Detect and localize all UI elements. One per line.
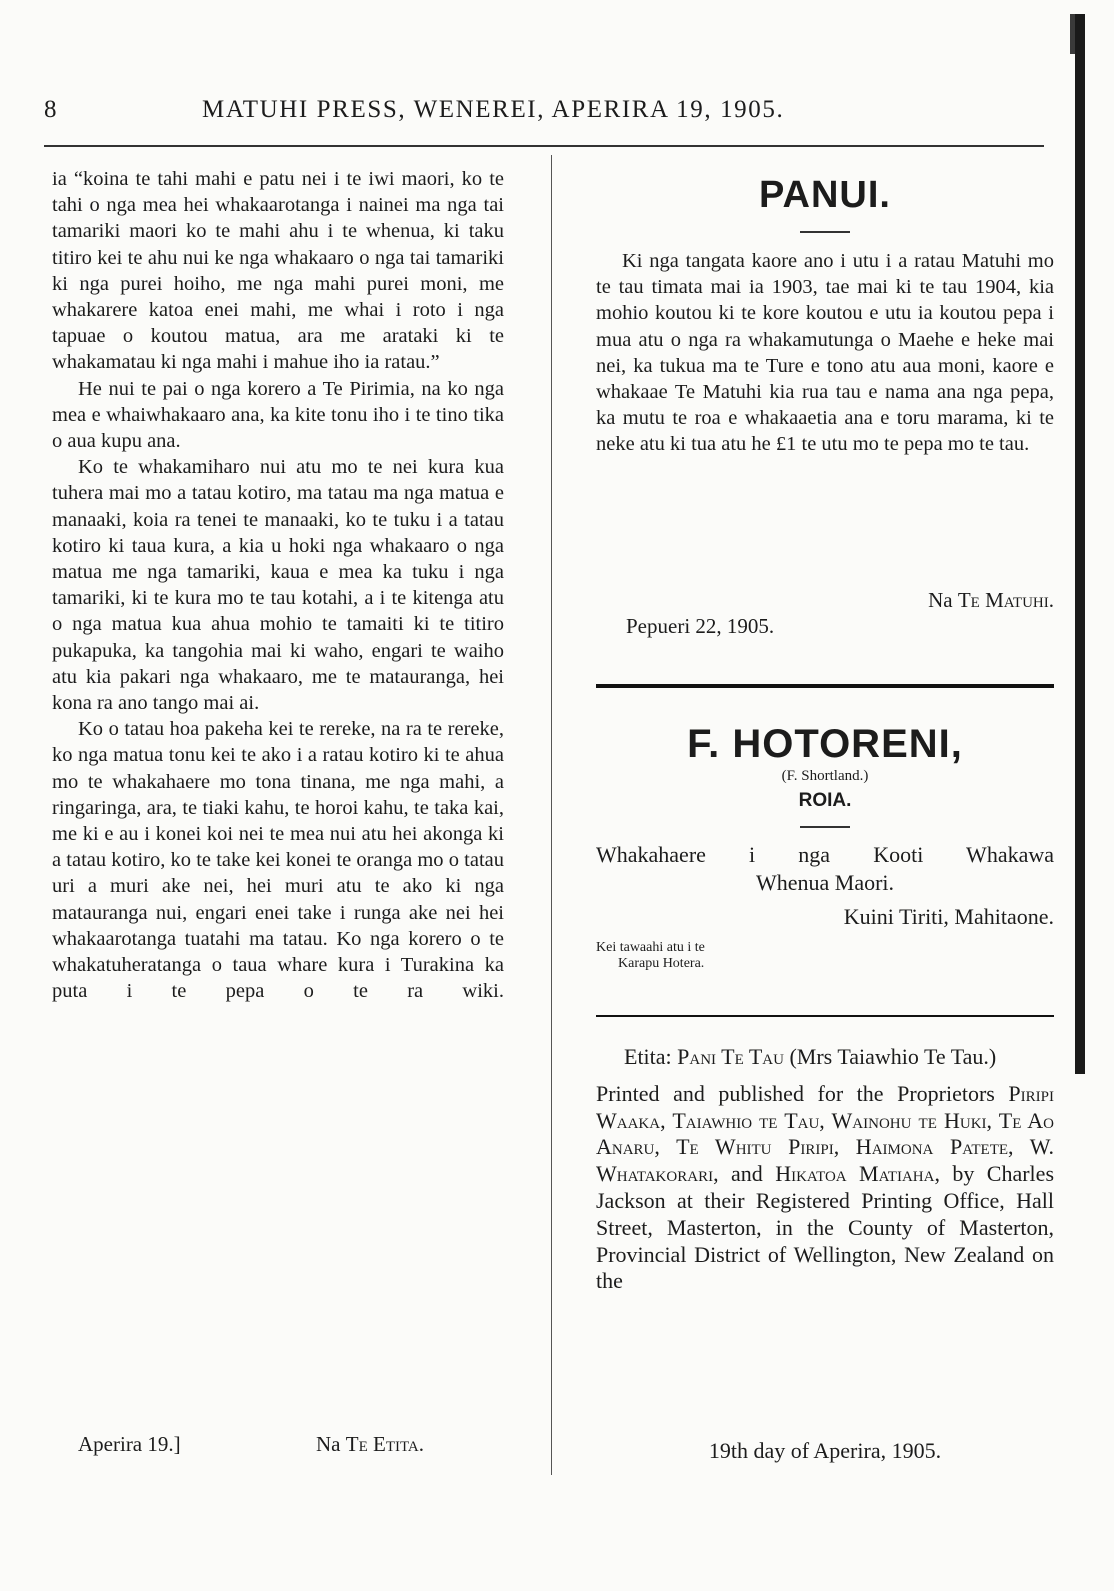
section-divider (596, 684, 1054, 688)
panui-signature (596, 588, 1054, 613)
printer-statement (596, 1081, 1054, 1295)
header-rule (44, 145, 1044, 147)
advert-service-line: Whakahaere i nga Kooti Whakawa (596, 842, 1054, 867)
and-word: and (718, 1161, 776, 1187)
article-paragraph: ia “koina te tahi mahi e patu nei i te iwi maori, ko te tahi o nga mea hei whakaarotanga i nainei ma nga tai tamariki maori ko te mahi ahu i te whenua, ki taku titiro kei te ahu nui ke nga whakaaro o nga tai tamariki ki nga purei hoiho, me nga mahi purei moni, me whakarere katoa enei mahi, me whai i roto i nga tapuae o koutou matua, ara me arataki ki te whakamatau ki nga mahi i mahue iho ia ratau.” (52, 168, 504, 374)
imprint-block (596, 1044, 1054, 1295)
printer-text: by Charles Jackson at their Registered Printing Office, Hall Street, Masterton, in the County of Masterton, Provincial District of Wellington, New Zealand on the (596, 1161, 1054, 1294)
section-divider (596, 1015, 1054, 1017)
editor-name: Pani Te Tau (677, 1044, 784, 1069)
advert-role: ROIA. (798, 790, 852, 811)
column-divider (551, 155, 552, 1475)
note-line: Kei tawaahi atu i te (596, 940, 705, 955)
panui-notice (596, 248, 1054, 458)
printed-lead: Printed and published for the Proprietors (596, 1080, 1009, 1106)
masthead: MATUHI PRESS, WENEREI, APERIRA 19, 1905. (202, 96, 785, 123)
imprint-date: 19th day of Aperira, 1905. (708, 1438, 942, 1463)
editor-line (596, 1044, 1054, 1071)
last-proprietor: Hikatoa Matiaha, (775, 1161, 940, 1187)
panui-title: PANUI. (759, 174, 891, 216)
article-signature (316, 1432, 424, 1457)
left-column-article (52, 166, 504, 1005)
note-line: Karapu Hotera. (618, 956, 705, 971)
advert-name: F. HOTORENI, (687, 722, 963, 766)
editor-note: (Mrs Taiawhio Te Tau.) (783, 1044, 997, 1069)
editor-label: Etita: (624, 1044, 678, 1069)
signature-name: Te Matuhi. (957, 588, 1054, 612)
page-header (44, 96, 1054, 136)
article-date: Aperira 19.] (78, 1432, 181, 1456)
advert-service-line: Whenua Maori. (755, 870, 895, 895)
advert-location-note (596, 940, 796, 972)
article-paragraph: Ko o tatau hoa pakeha kei te rereke, na ra te rereke, ko nga matua tonu kei te ako i a ratau kotiro ki te ahua mo te whakahaere mo tona tinana, me nga mahi, a ringaringa, ara, te tiaki kahu, te horoi kahu, te taka kai, me ki e au i konei koi nei te mea nui atu hei akonga ki a tatau kotiro, ko te take kei konei te oranga mo o tatau uri a muri ake nei, hei muri atu te ako ki nga matauranga nui, engari enei take i runga ake nei hei whakaarotanga tuatahi ma tatau. Ko nga korero o te whakatuheratanga o taua whare kura i Turakina ka puta i te pepa o te ra wiki. (52, 718, 504, 1003)
page-edge-bar (1075, 14, 1085, 1074)
panui-title-rule (800, 231, 850, 233)
article-paragraph: Ko te whakamiharo nui atu mo te nei kura kua tuhera mai mo a tatau kotiro, ma tatau ma nga matua e manaaki, koia ra tenei te manaaki, ko te tuku i a tatau kotiro ki taua kura, a kia u hoki nga whakaaro o nga matua me nga tamariki, kaua e mea ka tuku i nga tamariki, ki te kura mo te tau kotahi, a i te kitenga atu o nga matua kua ahua mohio te tamaiti ki te titiro pukapuka, ka tangohia mai ki waho, engari te waiho atu kia pakari nga whakaaro, me te matauranga, hei kona ra ano tango mai ai. (52, 456, 504, 715)
proprietors-list: Piripi Waaka, Taiawhio te Tau, Wainohu te Huki, Te Ao Anaru, Te Whitu Piripi, Haimona Patete, W. Whatakorari, (596, 1080, 1054, 1187)
signature-name: Te Etita. (345, 1432, 425, 1456)
advert-english-name: (F. Shortland.) (781, 768, 869, 784)
page-number: 8 (44, 96, 57, 123)
advert-address: Kuini Tiriti, Mahitaone. (843, 904, 1054, 929)
panui-body: Ki nga tangata kaore ano i utu i a ratau Matuhi mo te tau timata mai ia 1903, tae mai ki te tau 1904, kia mohio koutou ki te kore koutou e utu ia koutou pepa i mua atu o nga ra whakamutunga o Maehe e heke mai nei, ka tukua ma te Ture e tono atu aua moni, kaore e whakaae Te Matuhi kia rua tau e nama ana nga pepa, ka mutu te roa e whakaaetia ana e toru marama, ki te neke atu ki tua atu he £1 te utu mo te pepa mo te tau. (596, 250, 1054, 456)
article-paragraph: He nui te pai o nga korero a Te Pirimia, na ko nga mea e whaiwhakaaro ana, ka kite tonu iho i te tino tika o aua kupu ana. (52, 377, 504, 453)
signature-prefix: Na (928, 588, 958, 612)
panui-date: Pepueri 22, 1905. (626, 614, 775, 638)
advert-rule (800, 826, 850, 828)
signature-prefix: Na (316, 1432, 346, 1456)
